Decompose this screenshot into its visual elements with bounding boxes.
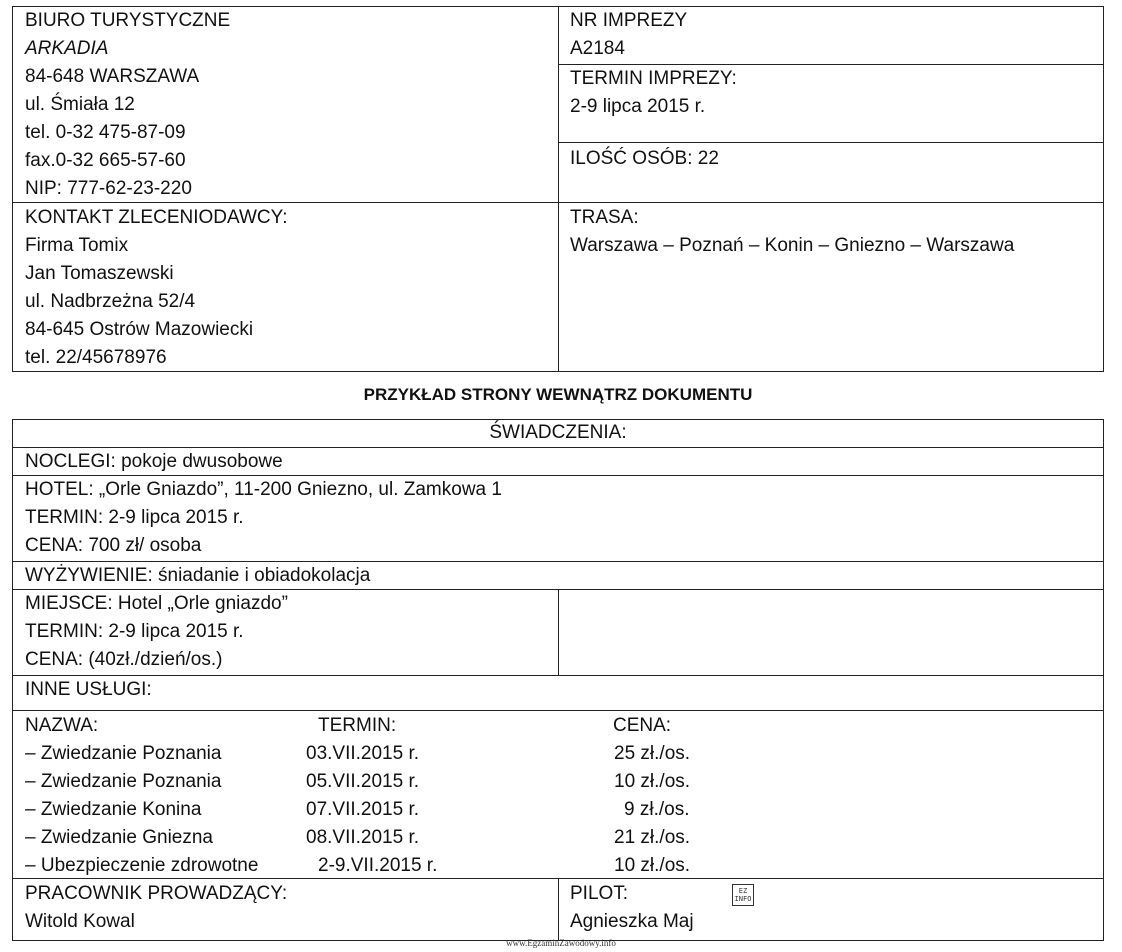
event-term-block — [570, 65, 737, 121]
service-price: 10 zł./os. — [614, 855, 691, 876]
agency-line: ul. Śmiała 12 — [25, 94, 135, 115]
client-line: KONTAKT ZLECENIODAWCY: — [25, 207, 288, 228]
header-table-vertical-divider — [558, 6, 559, 372]
client-line: tel. 22/45678976 — [25, 347, 167, 368]
meals-line: MIEJSCE: Hotel „Orle gniazdo” — [25, 593, 288, 614]
service-term: 08.VII.2015 r. — [306, 827, 420, 848]
service-term: 2-9.VII.2015 r. — [318, 855, 438, 876]
column-header-price: CENA: — [613, 715, 672, 736]
lodging-row: NOCLEGI: pokoje dwusobowe — [25, 451, 283, 472]
qr-top-text: EZ — [738, 887, 748, 895]
meals-line: CENA: (40zł./dzień/os.) — [25, 649, 223, 670]
meals-vertical-divider — [558, 589, 559, 675]
meals-block — [25, 590, 288, 674]
service-price: 9 zł./os. — [624, 799, 690, 820]
hotel-line: CENA: 700 zł/ osoba — [25, 535, 202, 556]
service-name: – Ubezpieczenie zdrowotne — [25, 855, 259, 876]
pilot-label: PILOT: — [570, 883, 629, 904]
meals-row: WYŻYWIENIE: śniadanie i obiadokolacja — [25, 565, 371, 586]
service-name: – Zwiedzanie Poznania — [25, 743, 222, 764]
services-divider — [12, 675, 1104, 676]
event-term-divider — [558, 142, 1104, 143]
agency-line: NIP: 777-62-23-220 — [25, 178, 192, 199]
client-block — [25, 204, 288, 372]
qr-bottom-text: INFO — [734, 895, 752, 903]
route-label: TRASA: — [570, 207, 639, 228]
hotel-line: TERMIN: 2-9 lipca 2015 r. — [25, 507, 244, 528]
column-header-name: NAZWA: — [25, 715, 99, 736]
agency-line: tel. 0-32 475-87-09 — [25, 122, 186, 143]
meals-line: TERMIN: 2-9 lipca 2015 r. — [25, 621, 244, 642]
other-services-row: INNE USŁUGI: — [25, 679, 152, 700]
agency-line: 84-648 WARSZAWA — [25, 66, 200, 87]
service-term: 05.VII.2015 r. — [306, 771, 420, 792]
services-divider — [12, 710, 1104, 711]
agency-line: BIURO TURYSTYCZNE — [25, 10, 231, 31]
event-nr-value: A2184 — [570, 38, 625, 59]
staff-vertical-divider — [558, 878, 559, 941]
hotel-line: HOTEL: „Orle Gniazdo”, 11-200 Gniezno, ul. Zamkowa 1 — [25, 479, 502, 500]
employee-block — [25, 880, 287, 936]
event-persons: ILOŚĆ OSÓB: 22 — [570, 148, 719, 169]
services-header: ŚWIADCZENIA: — [489, 422, 627, 443]
service-price: 25 zł./os. — [614, 743, 691, 764]
client-line: ul. Nadbrzeżna 52/4 — [25, 291, 196, 312]
pilot-name: Agnieszka Maj — [570, 911, 694, 932]
service-name: – Zwiedzanie Konina — [25, 799, 202, 820]
service-term: 03.VII.2015 r. — [306, 743, 420, 764]
service-term: 07.VII.2015 r. — [306, 799, 420, 820]
agency-block — [25, 7, 230, 203]
employee-name: Witold Kowal — [25, 911, 135, 932]
route-value: Warszawa – Poznań – Konin – Gniezno – Warszawa — [570, 235, 1015, 256]
event-nr-label: NR IMPREZY — [570, 10, 688, 31]
event-term-value: 2-9 lipca 2015 r. — [570, 96, 706, 117]
client-line: Firma Tomix — [25, 235, 129, 256]
qr-code-icon — [732, 884, 754, 906]
event-persons-block — [570, 145, 719, 173]
event-term-label: TERMIN IMPREZY: — [570, 68, 737, 89]
agency-name: ARKADIA — [25, 38, 109, 59]
event-nr-block — [570, 7, 687, 63]
agency-line: fax.0-32 665-57-60 — [25, 150, 186, 171]
service-name: – Zwiedzanie Poznania — [25, 771, 222, 792]
footer-watermark: www.EgzaminZawodowy.info — [506, 938, 616, 948]
column-header-term: TERMIN: — [318, 715, 397, 736]
employee-label: PRACOWNIK PROWADZĄCY: — [25, 883, 288, 904]
hotel-block — [25, 476, 502, 560]
client-line: Jan Tomaszewski — [25, 263, 174, 284]
service-price: 10 zł./os. — [614, 771, 691, 792]
route-block — [570, 204, 1014, 260]
pilot-block — [570, 880, 694, 936]
client-line: 84-645 Ostrów Mazowiecki — [25, 319, 254, 340]
section-title: PRZYKŁAD STRONY WEWNĄTRZ DOKUMENTU — [363, 385, 753, 404]
service-name: – Zwiedzanie Gniezna — [25, 827, 213, 848]
service-price: 21 zł./os. — [614, 827, 691, 848]
